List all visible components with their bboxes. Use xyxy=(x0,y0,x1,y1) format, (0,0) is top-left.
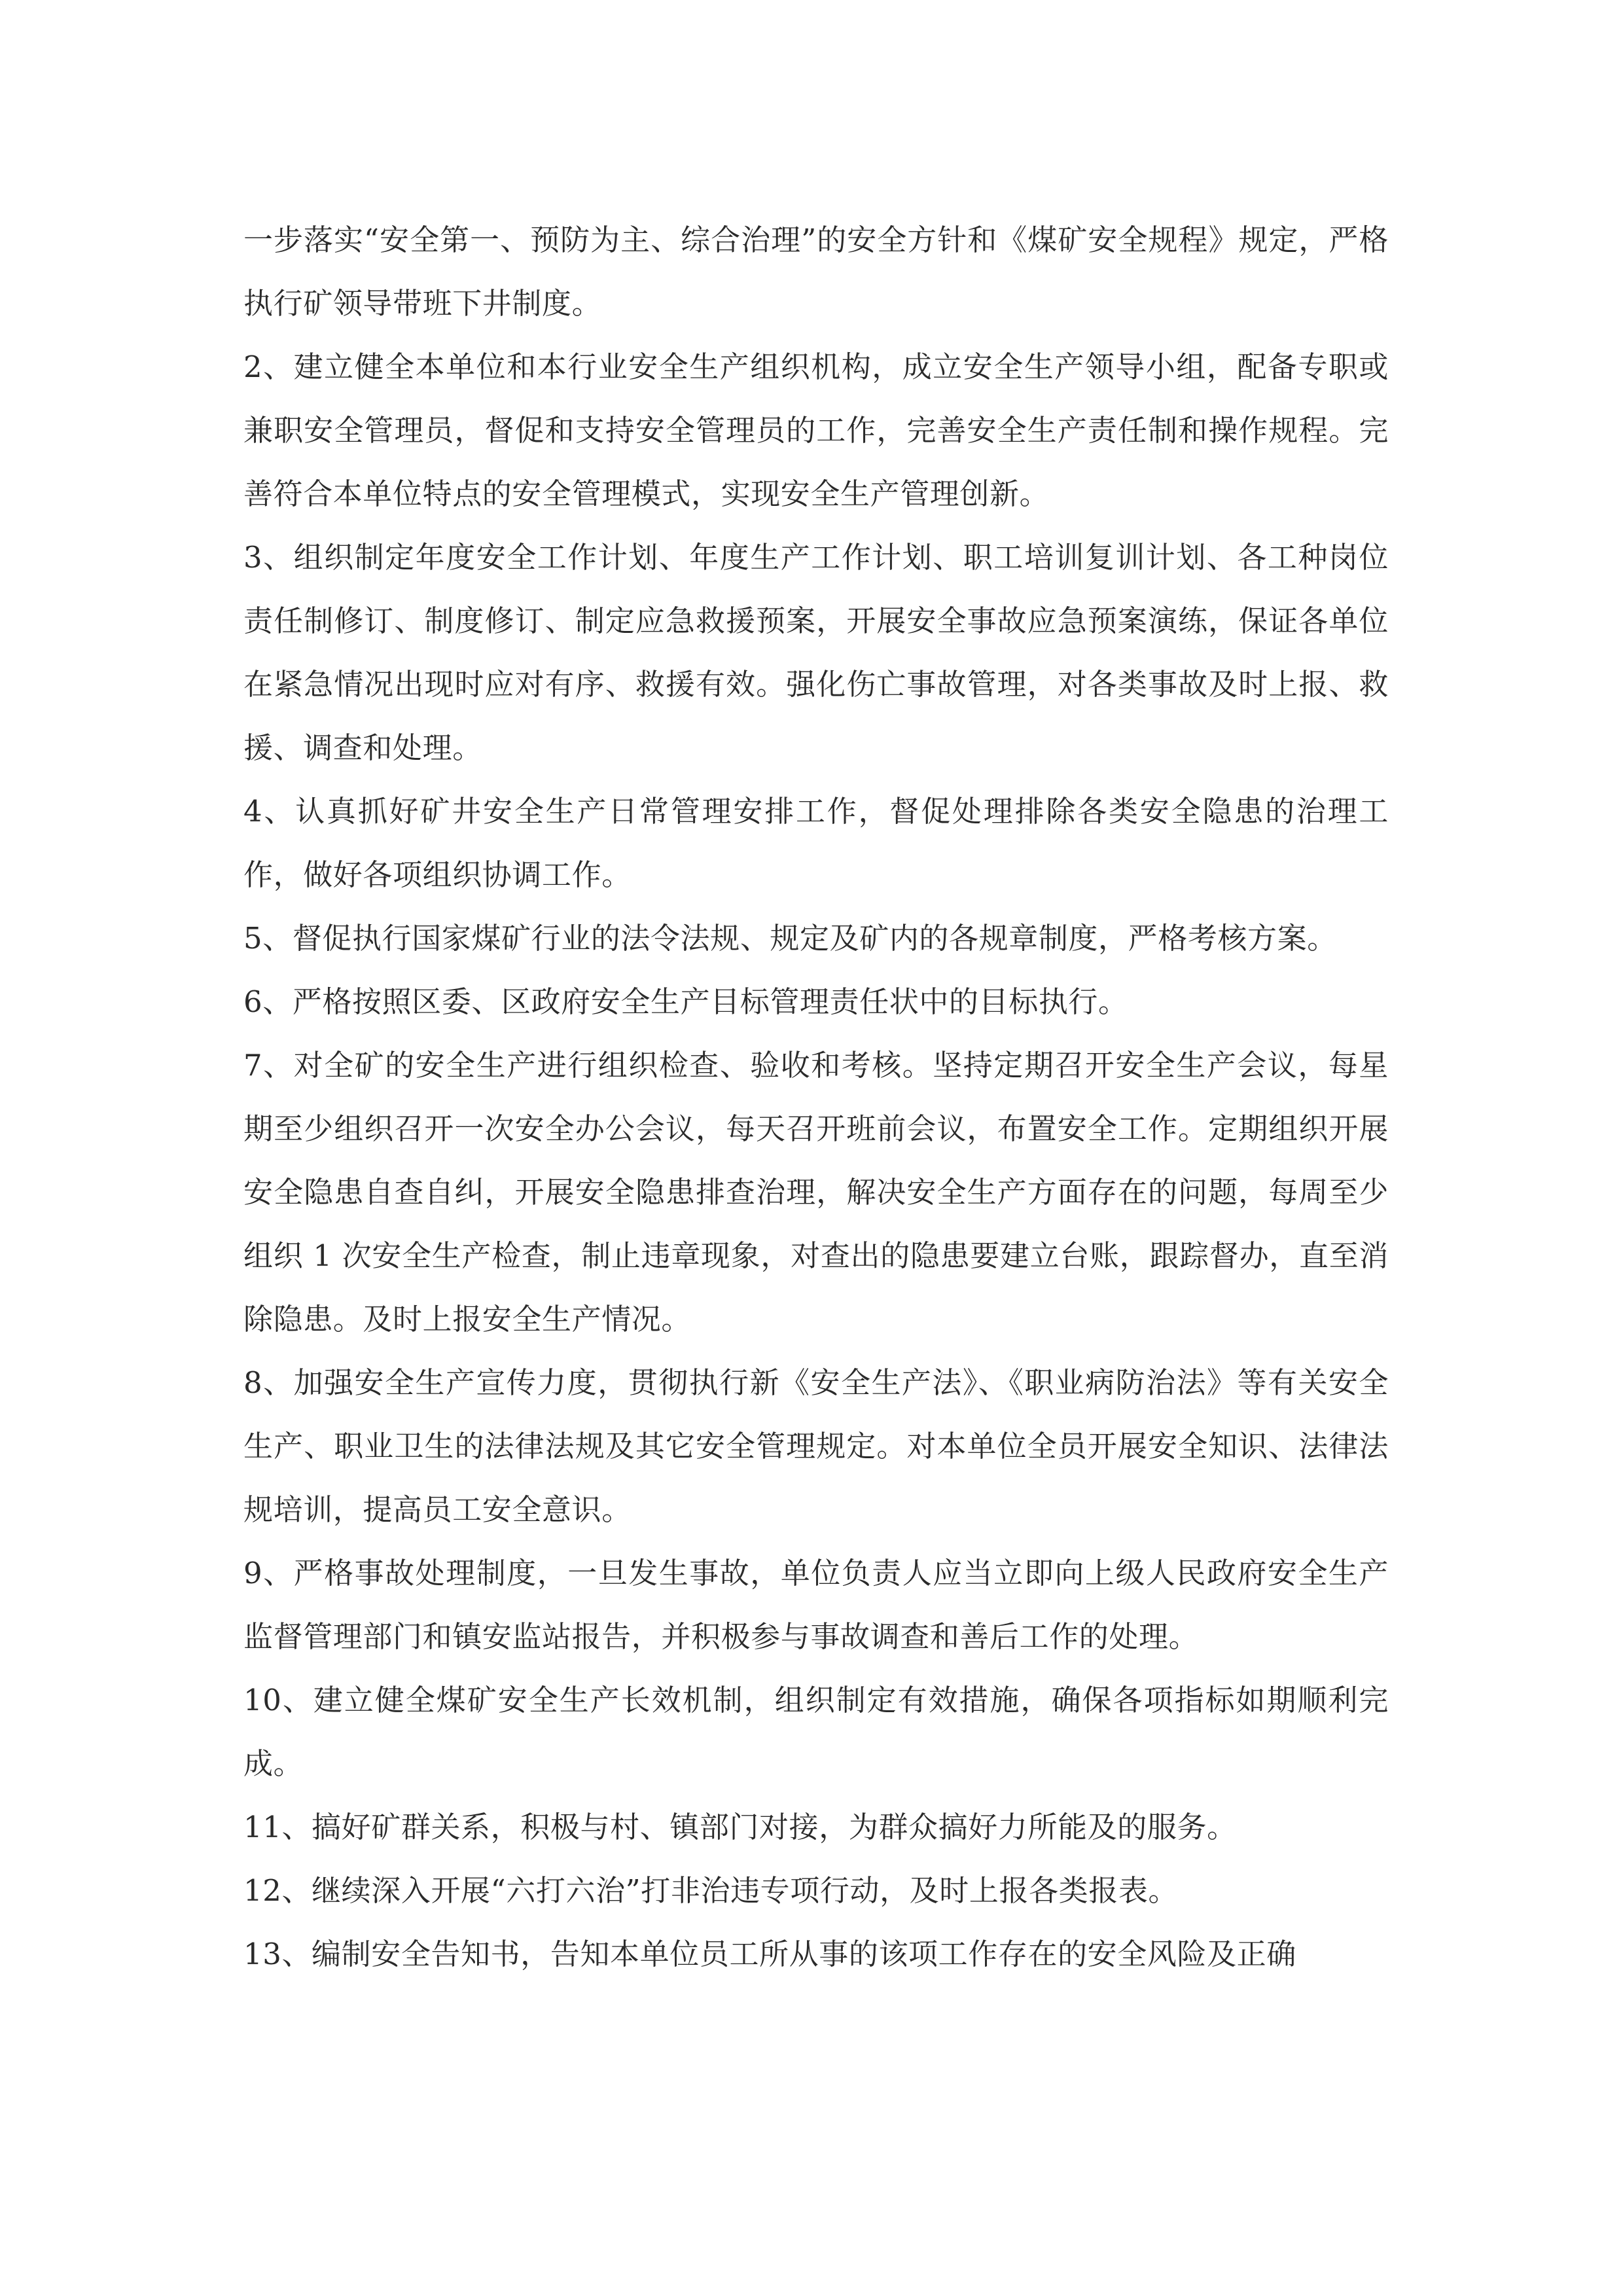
paragraph-item-4: 4、认真抓好矿井安全生产日常管理安排工作，督促处理排除各类安全隐患的治理工作，做好各项组织协调工作。 xyxy=(243,794,1389,892)
paragraph-item-12: 12、继续深入开展“六打六治”打非治违专项行动，及时上报各类报表。 xyxy=(243,1873,1179,1908)
document-body xyxy=(243,208,1389,1986)
paragraph-item-9: 9、严格事故处理制度，一旦发生事故，单位负责人应当立即向上级人民政府安全生产监督管理部门和镇安监站报告，并积极参与事故调查和善后工作的处理。 xyxy=(243,1556,1389,1654)
paragraph-item-13: 13、编制安全告知书，告知本单位员工所从事的该项工作存在的安全风险及正确 xyxy=(243,1937,1296,1971)
paragraph-continuation: 一步落实“安全第一、预防为主、综合治理”的安全方针和《煤矿安全规程》规定，严格执行矿领导带班下井制度。 xyxy=(243,223,1389,321)
paragraph-item-8: 8、加强安全生产宣传力度，贯彻执行新《安全生产法》、《职业病防治法》等有关安全生产、职业卫生的法律法规及其它安全管理规定。对本单位全员开展安全知识、法律法规培训，提高员工安全意识。 xyxy=(243,1365,1389,1527)
paragraph-item-5: 5、督促执行国家煤矿行业的法令法规、规定及矿内的各规章制度，严格考核方案。 xyxy=(243,921,1337,956)
paragraph-item-10: 10、建立健全煤矿安全生产长效机制，组织制定有效措施，确保各项指标如期顺利完成。 xyxy=(243,1683,1389,1781)
paragraph-item-2: 2、建立健全本单位和本行业安全生产组织机构，成立安全生产领导小组，配备专职或兼职安全管理员，督促和支持安全管理员的工作，完善安全生产责任制和操作规程。完善符合本单位特点的安全管理模式，实现安全生产管理创新。 xyxy=(243,350,1389,511)
paragraph-item-7: 7、对全矿的安全生产进行组织检查、验收和考核。坚持定期召开安全生产会议，每星期至少组织召开一次安全办公会议，每天召开班前会议，布置安全工作。定期组织开展安全隐患自查自纠，开展安全隐患排查治理，解决安全生产方面存在的问题，每周至少组织 1 次安全生产检查，制止违章现象，对查出的隐患要建立台账，跟踪督办，直至消除隐患。及时上报安全生产情况。 xyxy=(243,1048,1389,1336)
paragraph-item-3: 3、组织制定年度安全工作计划、年度生产工作计划、职工培训复训计划、各工种岗位责任制修订、制度修订、制定应急救援预案，开展安全事故应急预案演练，保证各单位在紧急情况出现时应对有序、救援有效。强化伤亡事故管理，对各类事故及时上报、救援、调查和处理。 xyxy=(243,540,1389,765)
paragraph-item-6: 6、严格按照区委、区政府安全生产目标管理责任状中的目标执行。 xyxy=(243,984,1128,1019)
paragraph-item-11: 11、搞好矿群关系，积极与村、镇部门对接，为群众搞好力所能及的服务。 xyxy=(243,1810,1237,1844)
